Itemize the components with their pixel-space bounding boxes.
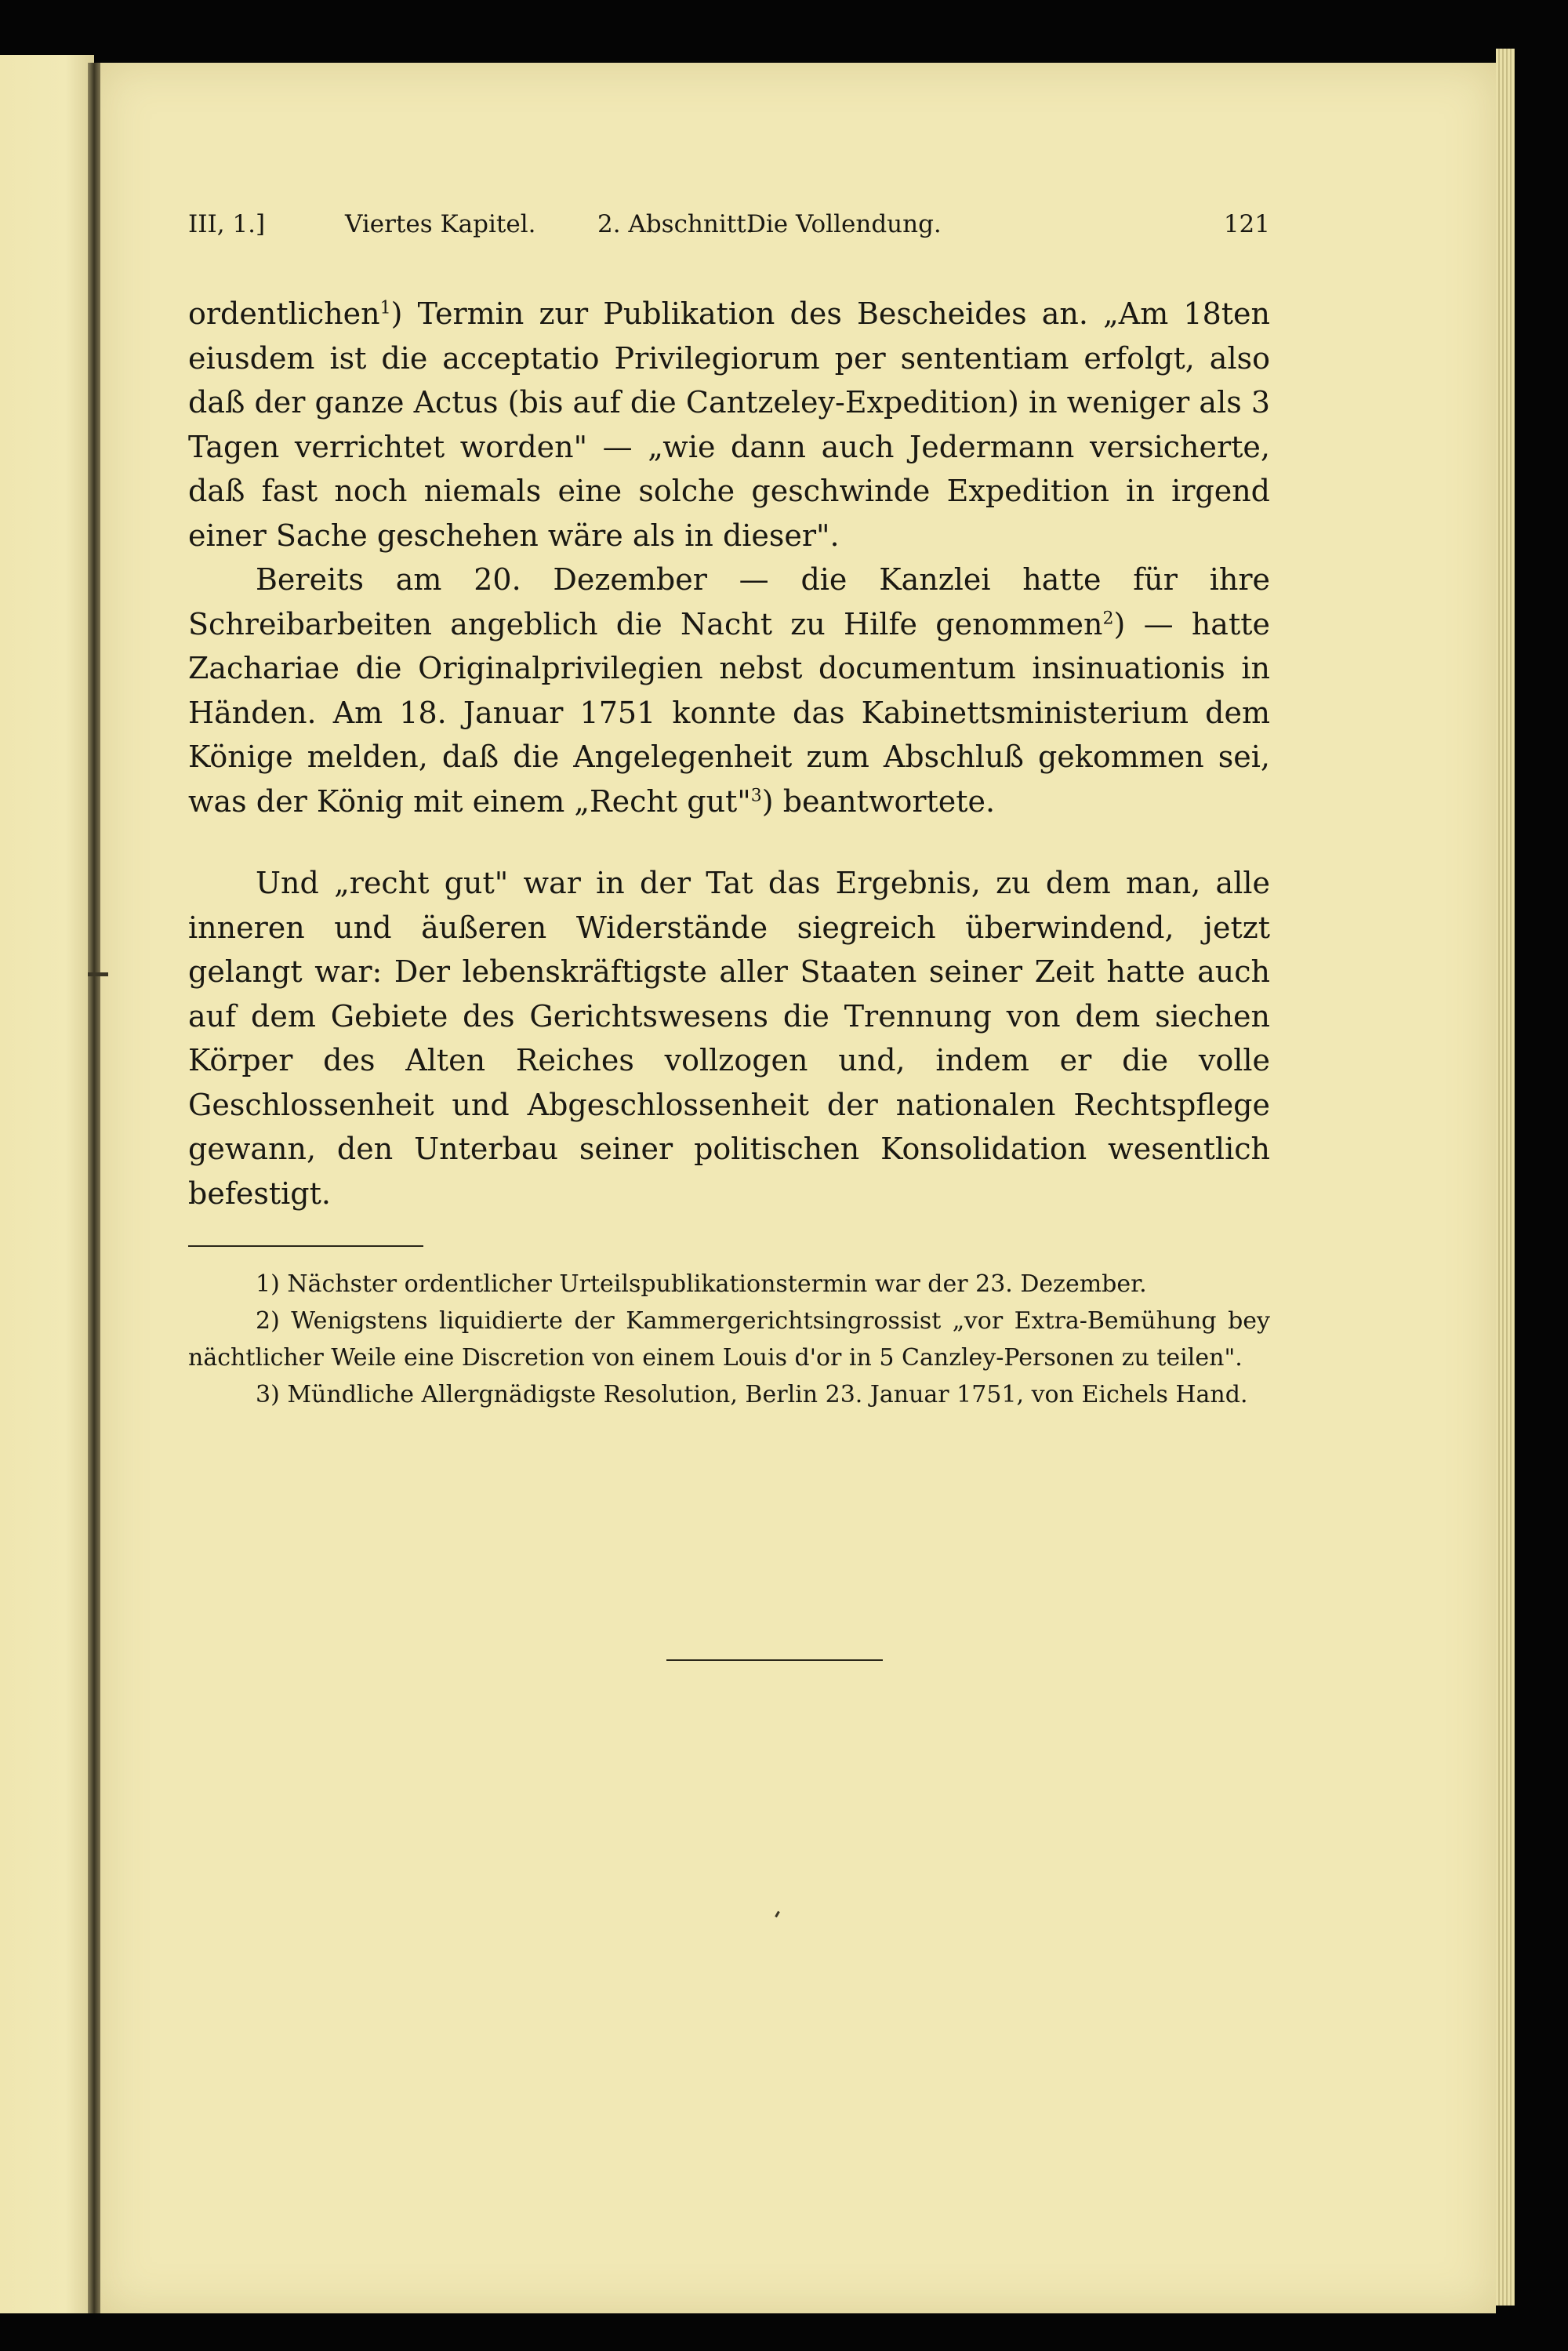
chapter-end-rule (666, 1659, 883, 1661)
footnote-ref-3: 3 (750, 785, 762, 805)
header-subsection: 2. Abschnitt. (597, 210, 754, 238)
page-stack-edge (1496, 49, 1515, 2306)
paragraph-2-start: Bereits am 20. Dezember — die Kanzlei hatte für ihre Schreibarbeiten angeblich die Nacht zu Hilfe genommen (188, 562, 1270, 641)
page-number: 121 (1223, 210, 1270, 238)
header-title: Die Vollendung. (746, 210, 942, 238)
binding-mark (88, 972, 108, 976)
header-section: III, 1.] (188, 210, 266, 238)
footnote-ref-2: 2 (1102, 608, 1114, 628)
footnote-separator (188, 1245, 423, 1247)
footnote-ref-1: 1 (379, 298, 391, 318)
footnote-2-marker: 2) (256, 1307, 280, 1335)
running-header (188, 210, 1270, 257)
paragraph-2-middle: ) — hatte Zachariae die Originalprivilegien nebst documentum insinuationis in Händen. Am 18. Januar 1751 konnte das Kabinettsministerium dem Könige melden, daß die Angelegenheit zum Abschluß gekommen sei, was der König mit einem „Recht gut" (188, 606, 1270, 819)
previous-page-edge (0, 55, 94, 2313)
book-gutter (88, 63, 100, 2313)
paragraph-2 (188, 558, 1270, 823)
footnote-1-marker: 1) (256, 1270, 280, 1298)
paragraph-1-start: ordentlichen (188, 296, 380, 331)
footnote-2-text: Wenigstens liquidierte der Kammergerichtsingrossist „vor Extra-Bemühung bey nächtlicher Weile eine Discretion von einem Louis d'or in 5 Canzley-Personen zu teilen". (188, 1307, 1270, 1372)
paragraph-3: Und „recht gut" war in der Tat das Ergebnis, zu dem man, alle inneren und äußeren Widerstände siegreich überwindend, jetzt gelangt war: Der lebenskräftigste aller Staaten seiner Zeit hatte auch auf dem Gebiete des Gerichtswesens die Trennung von dem siechen Körper des Alten Reiches vollzogen und, indem er die volle Geschlossenheit und Abgeschlossenheit der nationalen Rechtspflege gewann, den Unterbau seiner politischen Konsolidation wesentlich befestigt. (188, 866, 1270, 1211)
header-chapter: Viertes Kapitel. (345, 210, 536, 238)
paragraph-1 (188, 292, 1270, 558)
footnote-3-marker: 3) (256, 1381, 280, 1408)
footnote-1-text: Nächster ordentlicher Urteilspublikationstermin war der 23. Dezember. (287, 1270, 1147, 1298)
footnote-3 (188, 1376, 1270, 1413)
paragraph-1-rest: ) Termin zur Publikation des Bescheides an. „Am 18ten eiusdem ist die acceptatio Privilegiorum per sententiam erfolgt, also daß der ganze Actus (bis auf die Cantzeley-Expedition) in weniger als 3 Tagen verrichtet worden" — „wie dann auch Jedermann versicherte, daß fast noch niemals eine solche geschwinde Expedition in irgend einer Sache geschehen wäre als in dieser". (188, 296, 1270, 553)
paragraph-2-end: ) beantwortete. (761, 783, 996, 819)
footnote-1 (188, 1266, 1270, 1303)
footnote-3-text: Mündliche Allergnädigste Resolution, Berlin 23. Januar 1751, von Eichels Hand. (287, 1381, 1248, 1408)
footnote-2 (188, 1303, 1270, 1376)
page-text (188, 210, 1270, 1413)
